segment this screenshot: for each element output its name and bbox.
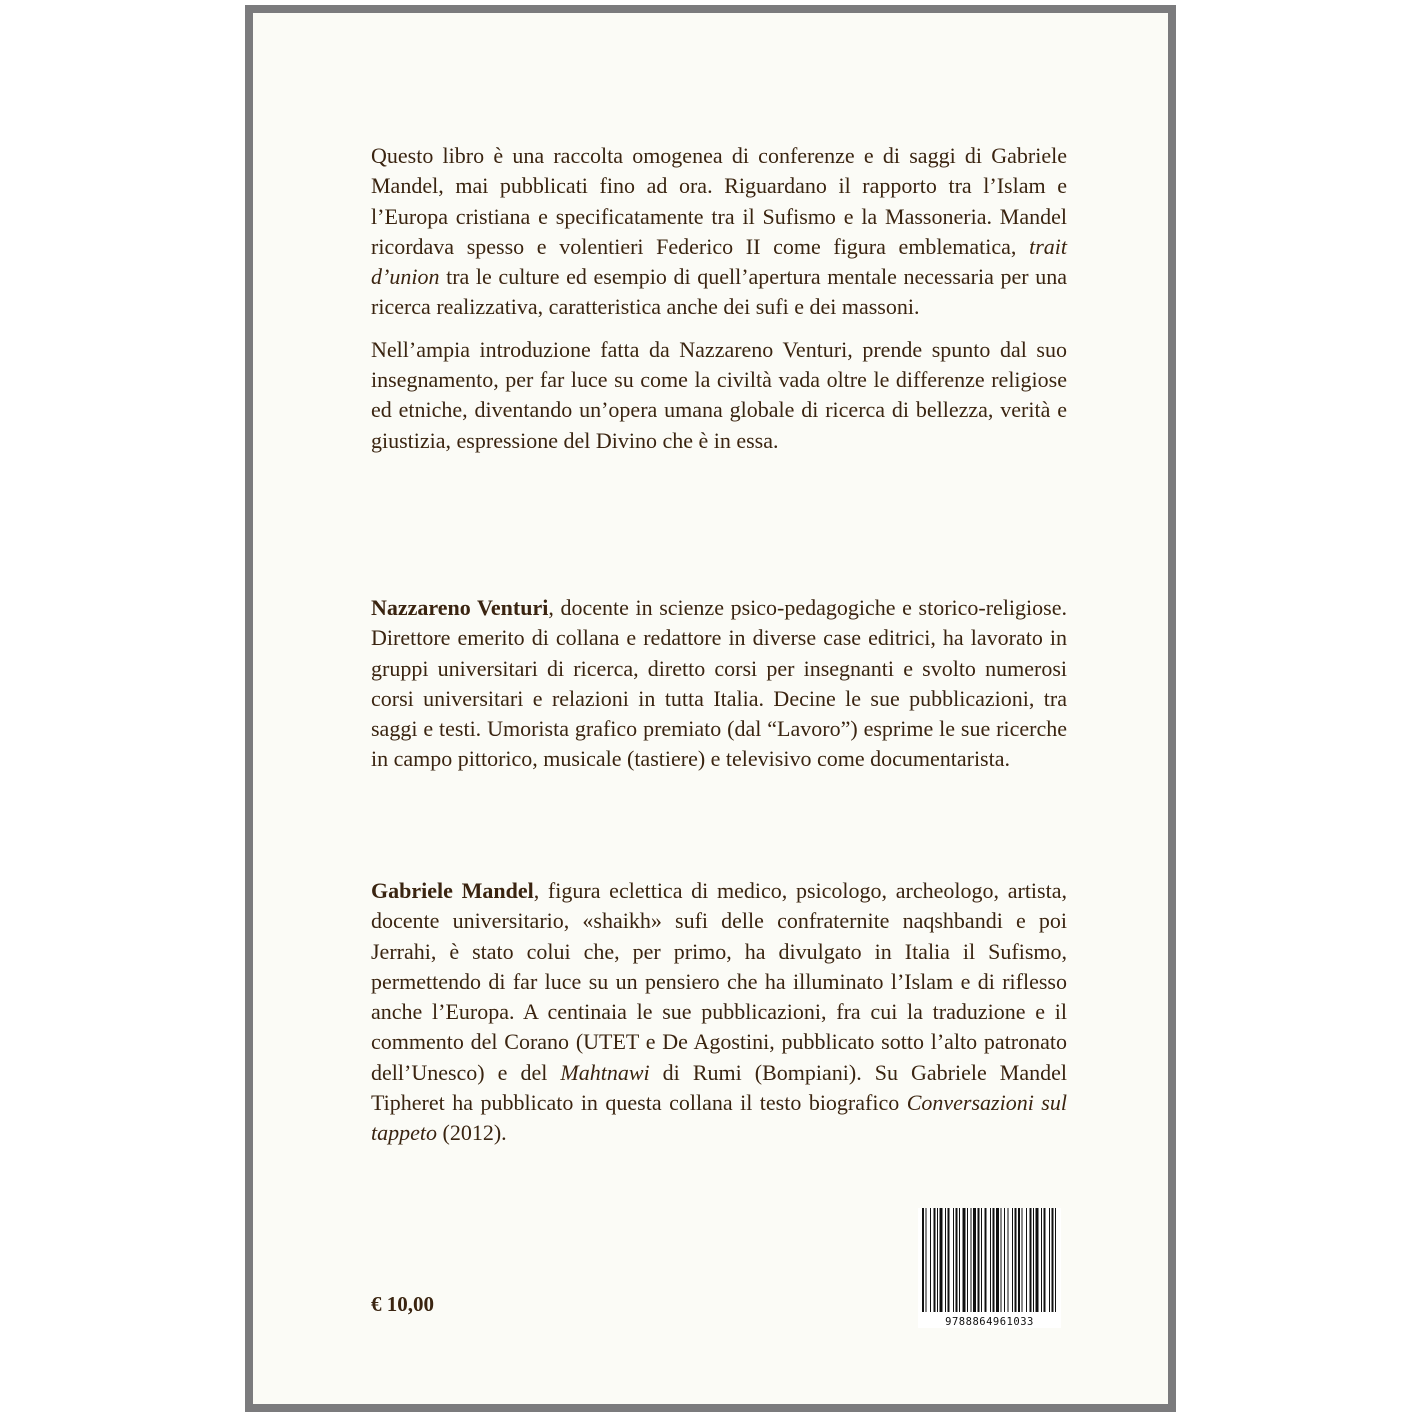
barcode-bar [996,1208,999,1312]
barcode-bar [959,1208,960,1312]
barcode-bar [1015,1208,1017,1312]
barcode-bar [985,1208,987,1312]
book-title-conversazioni: Conversazioni sul tappeto [371,1090,1067,1146]
barcode-bar [1026,1208,1027,1312]
book-title-mahtnawi: Mahtnawi [560,1059,650,1085]
barcode-bar [978,1208,980,1312]
barcode-bar [990,1208,991,1312]
barcode-bar [930,1208,931,1312]
blurb-paragraph-1: Questo libro è una raccolta omogenea di conferenze e di saggi di Gabriele Mandel, mai pubblicati fino ad ora. Riguardano il rapporto tra l’Islam e l’Europa cristiana e specificatamente tra il Sufismo e la Massoneria. Mandel ricordava spesso e volentieri Federico II come figura emblematica, trait d’union tra le culture ed esempio di quell’apertura mentale necessaria per una ricerca realizzativa, caratteristica anche dei sufi e dei massoni. [371,143,1067,320]
barcode-bar [1008,1208,1009,1312]
barcode-bar [963,1208,966,1312]
blurb-paragraph-2: Nell’ampia introduzione fatta da Nazzareno Venturi, prende spunto dal suo insegnamento, per far luce su come la civiltà vada oltre le differenze religiose ed etniche, diventando un’opera umana globale di ricerca di bellezza, verità e giustizia, espressione del Divino che è in essa. [371,336,1067,453]
author-name-mandel: Gabriele Mandel [371,878,534,903]
barcode-bar [981,1208,982,1312]
barcode-bar [971,1208,972,1312]
barcode-bar [1033,1208,1034,1312]
isbn-number: 9788864961033 [945,1316,1034,1328]
barcode-bar [1022,1208,1023,1312]
barcode-bar [1044,1208,1046,1312]
barcode-bar [956,1208,958,1312]
barcode-bars [922,1208,1057,1312]
barcode-bar [926,1208,927,1312]
book-blurb [371,141,1067,456]
barcode-bar [1012,1208,1013,1312]
barcode-bar [1052,1208,1054,1312]
barcode-bar [1030,1208,1032,1312]
blurb-italic-term: trait d’union [371,233,1067,290]
barcode-bar [1018,1208,1020,1312]
barcode-bar [967,1208,968,1312]
barcode-bar [1036,1208,1039,1312]
author-name-venturi: Nazzareno Venturi [371,595,549,620]
barcode-bar [1001,1208,1002,1312]
barcode-bar [1049,1208,1050,1312]
barcode-bar [973,1208,976,1312]
barcode-bar [1055,1208,1056,1312]
barcode-bar [1004,1208,1005,1312]
author-bio-mandel: Gabriele Mandel, figura eclettica di medico, psicologo, archeologo, artista, docente universitario, «shaikh» sufi delle confraternite naqshbandi e poi Jerrahi, è stato colui che, per primo, ha divulgato in Italia il Sufismo, permettendo di far luce su un pensiero che ha illuminato l’Islam e di riflesso anche l’Europa. A centinaia le sue pubblicazioni, fra cui la traduzione e il commento del Corano (UTET e De Agostini, pubblicato sotto l’alto patronato dell’Unesco) e del Mahtnawi di Rumi (Bompiani). Su Gabriele Mandel Tipheret ha pubblicato in questa collana il testo biografico Conversazioni sul tappeto (2012). [371,878,1068,1146]
barcode-bar [922,1208,924,1312]
barcode-bar [953,1208,954,1312]
barcode-bar [937,1208,938,1312]
author-bio-venturi: Nazzareno Venturi, docente in scienze psico-pedagogiche e storico-religiose. Direttore emerito di collana e redattore in diverse case editrici, ha lavorato in gruppi universitari di ricerca, diretto corsi per insegnanti e svolto numerosi corsi universitari e relazioni in tutta Italia. Decine le sue pubblicazioni, tra saggi e testi. Umorista grafico premiato (dal “Lavoro”) esprime le sue ricerche in campo pittorico, musicale (tastiere) e televisivo come documentarista. [371,595,1067,772]
barcode-bar [945,1208,946,1312]
barcode-bar [993,1208,995,1312]
barcode-bar [948,1208,950,1312]
barcode-bar [1041,1208,1042,1312]
barcode-bar [940,1208,943,1312]
isbn-barcode [918,1208,1061,1328]
barcode-bar [934,1208,936,1312]
price-label: € 10,00 [371,1292,434,1316]
